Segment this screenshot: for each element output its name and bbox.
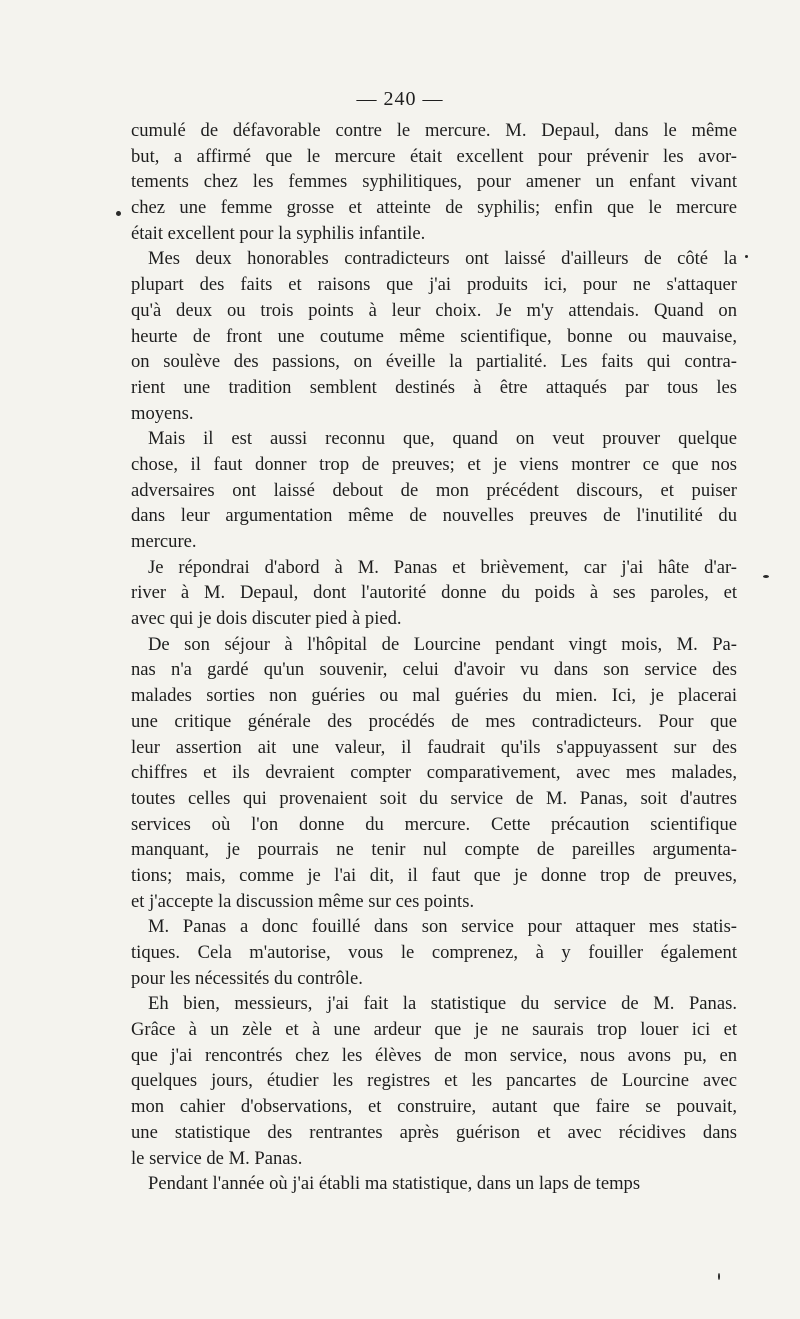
text-line: pour les nécessités du contrôle. [131, 967, 363, 989]
text-line: on soulève des passions, on éveille la partialité. Les faits qui contra- [131, 351, 737, 373]
print-speck [745, 255, 748, 258]
text-line: quelques jours, étudier les registres et les pancartes de Lourcine avec [131, 1070, 737, 1092]
text-line: M. Panas a donc fouillé dans son service pour attaquer mes statis- [148, 916, 737, 938]
paragraph [131, 914, 737, 991]
text-line: mercure. [131, 531, 197, 552]
text-line: toutes celles qui provenaient soit du service de M. Panas, soit d'autres [131, 787, 737, 809]
print-speck [116, 211, 121, 216]
text-line: chiffres et ils devraient compter comparativement, avec mes malades, [131, 762, 737, 784]
text-line: qu'à deux ou trois points à leur choix. Je m'y attendais. Quand on [131, 299, 737, 321]
text-line: tiques. Cela m'autorise, vous le comprenez, à y fouiller également [131, 942, 737, 963]
text-line: tions; mais, comme je l'ai dit, il faut que je donne trop de preuves, [131, 864, 737, 886]
page-number: — 240 — [356, 88, 444, 110]
text-line: dans leur argumentation même de nouvelles preuves de l'inutilité du [131, 505, 737, 527]
text-line: mon cahier d'observations, et construire, autant que faire se pouvait, [131, 1096, 737, 1118]
text-line: était excellent pour la syphilis infantile. [131, 222, 426, 244]
text-line: une critique générale des procédés de mes contradicteurs. Pour que [131, 710, 737, 732]
text-line: leur assertion ait une valeur, il faudrait qu'ils s'appuyassent sur des [131, 736, 737, 758]
text-line: De son séjour à l'hôpital de Lourcine pendant vingt mois, M. Pa- [148, 633, 737, 655]
text-line: nas n'a gardé qu'un souvenir, celui d'avoir vu dans son service des [131, 659, 737, 681]
text-line: avec qui je dois discuter pied à pied. [131, 608, 402, 630]
text-line: plupart des faits et raisons que j'ai produits ici, pour ne s'attaquer [131, 274, 737, 296]
text-line: river à M. Depaul, dont l'autorité donne du poids à ses paroles, et [131, 582, 737, 604]
text-line: moyens. [131, 402, 194, 424]
paragraph [131, 118, 737, 246]
print-speck [763, 575, 769, 578]
paragraph [131, 246, 737, 426]
text-line: Eh bien, messieurs, j'ai fait la statistique du service de M. Panas. [148, 993, 737, 1015]
text-line: Mais il est aussi reconnu que, quand on veut prouver quelque [148, 428, 737, 450]
text-line: chez une femme grosse et atteinte de syphilis; enfin que le mercure [131, 197, 737, 219]
text-line: manquant, je pourrais ne tenir nul compte de pareilles argumenta- [131, 839, 737, 861]
text-line: adversaires ont laissé debout de mon précédent discours, et puiser [131, 479, 737, 501]
text-line: le service de M. Panas. [131, 1147, 303, 1169]
text-line: Mes deux honorables contradicteurs ont laissé d'ailleurs de côté la [148, 248, 737, 270]
paragraph [131, 1171, 737, 1197]
paragraph [131, 632, 737, 915]
text-line: tements chez les femmes syphilitiques, pour amener un enfant vivant [131, 171, 737, 193]
text-line: Grâce à un zèle et à une ardeur que je ne saurais trop louer ici et [131, 1019, 737, 1041]
text-line: cumulé de défavorable contre le mercure. M. Depaul, dans le même [131, 120, 737, 141]
paragraph [131, 426, 737, 554]
paragraph [131, 991, 737, 1171]
text-line: heurte de front une coutume même scientifique, bonne ou mauvaise, [131, 325, 737, 347]
text-line: que j'ai rencontrés chez les élèves de mon service, nous avons pu, en [131, 1044, 737, 1066]
paragraph [131, 555, 737, 632]
text-line: but, a affirmé que le mercure était excellent pour prévenir les avor- [131, 145, 737, 167]
text-line: rient une tradition semblent destinés à être attaqués par tous les [131, 376, 737, 398]
print-speck [718, 1273, 720, 1280]
text-line: Je répondrai d'abord à M. Panas et brièvement, car j'ai hâte d'ar- [148, 556, 737, 578]
text-line: et j'accepte la discussion même sur ces points. [131, 890, 475, 912]
body-text [131, 118, 737, 1197]
text-line: chose, il faut donner trop de preuves; et je viens montrer ce que nos [131, 453, 737, 475]
text-line: une statistique des rentrantes après guérison et avec récidives dans [131, 1121, 737, 1143]
text-line: services où l'on donne du mercure. Cette précaution scientifique [131, 813, 737, 835]
text-line: Pendant l'année où j'ai établi ma statistique, dans un laps de temps [148, 1173, 641, 1195]
text-line: malades sorties non guéries ou mal guéries du mien. Ici, je placerai [131, 685, 737, 707]
